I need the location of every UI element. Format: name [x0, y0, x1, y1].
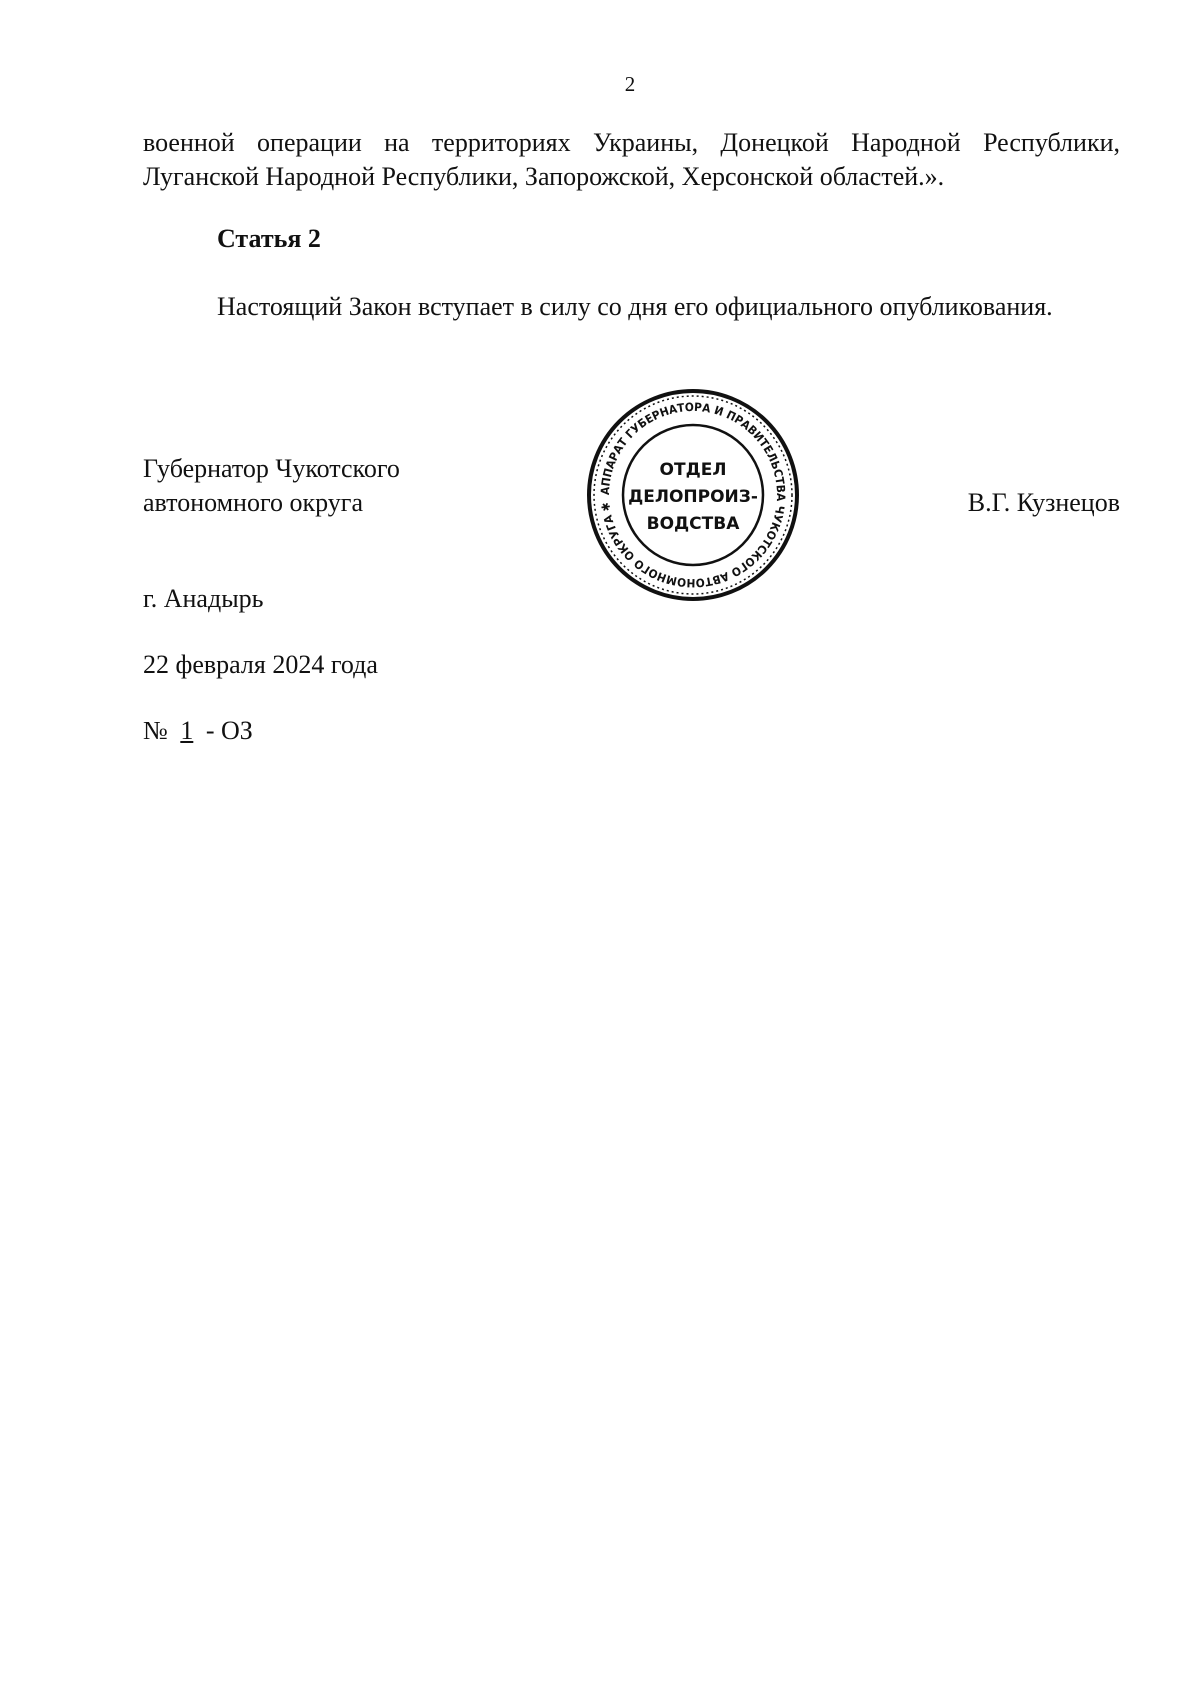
stamp-center-line1: ОТДЕЛ — [659, 460, 727, 480]
number-suffix: - ОЗ — [205, 716, 253, 745]
stamp-seal — [583, 385, 803, 605]
number-sign: № — [143, 716, 168, 745]
page-number: 2 — [624, 72, 636, 96]
document-number — [143, 716, 253, 746]
article-heading: Статья 2 — [217, 224, 321, 253]
stamp-center-line2: ДЕЛОПРОИЗ- — [628, 487, 758, 507]
signatory-title-line2: автономного округа — [143, 488, 363, 517]
date: 22 февраля 2024 года — [143, 650, 378, 679]
number-value: 1 — [180, 716, 194, 745]
signatory-name: В.Г. Кузнецов — [967, 488, 1120, 517]
paragraph-continuation: военной операции на территориях Украины, Донецкой Народной Республики, Луганской Народной Республики, Запорожской, Херсонской областей.». — [143, 128, 1120, 191]
city: г. Анадырь — [143, 584, 264, 613]
official-stamp — [583, 385, 803, 605]
signatory-title — [143, 452, 400, 520]
stamp-ring-text: АППАРАТ ГУБЕРНАТОРА И ПРАВИТЕЛЬСТВА ЧУКОТСКОГО АВТОНОМНОГО ОКРУГА ✱ — [597, 399, 789, 591]
stamp-center-line3: ВОДСТВА — [646, 514, 740, 534]
article-text: Настоящий Закон вступает в силу со дня его официального опубликования. — [217, 292, 1053, 321]
signatory-title-line1: Губернатор Чукотского — [143, 454, 400, 483]
